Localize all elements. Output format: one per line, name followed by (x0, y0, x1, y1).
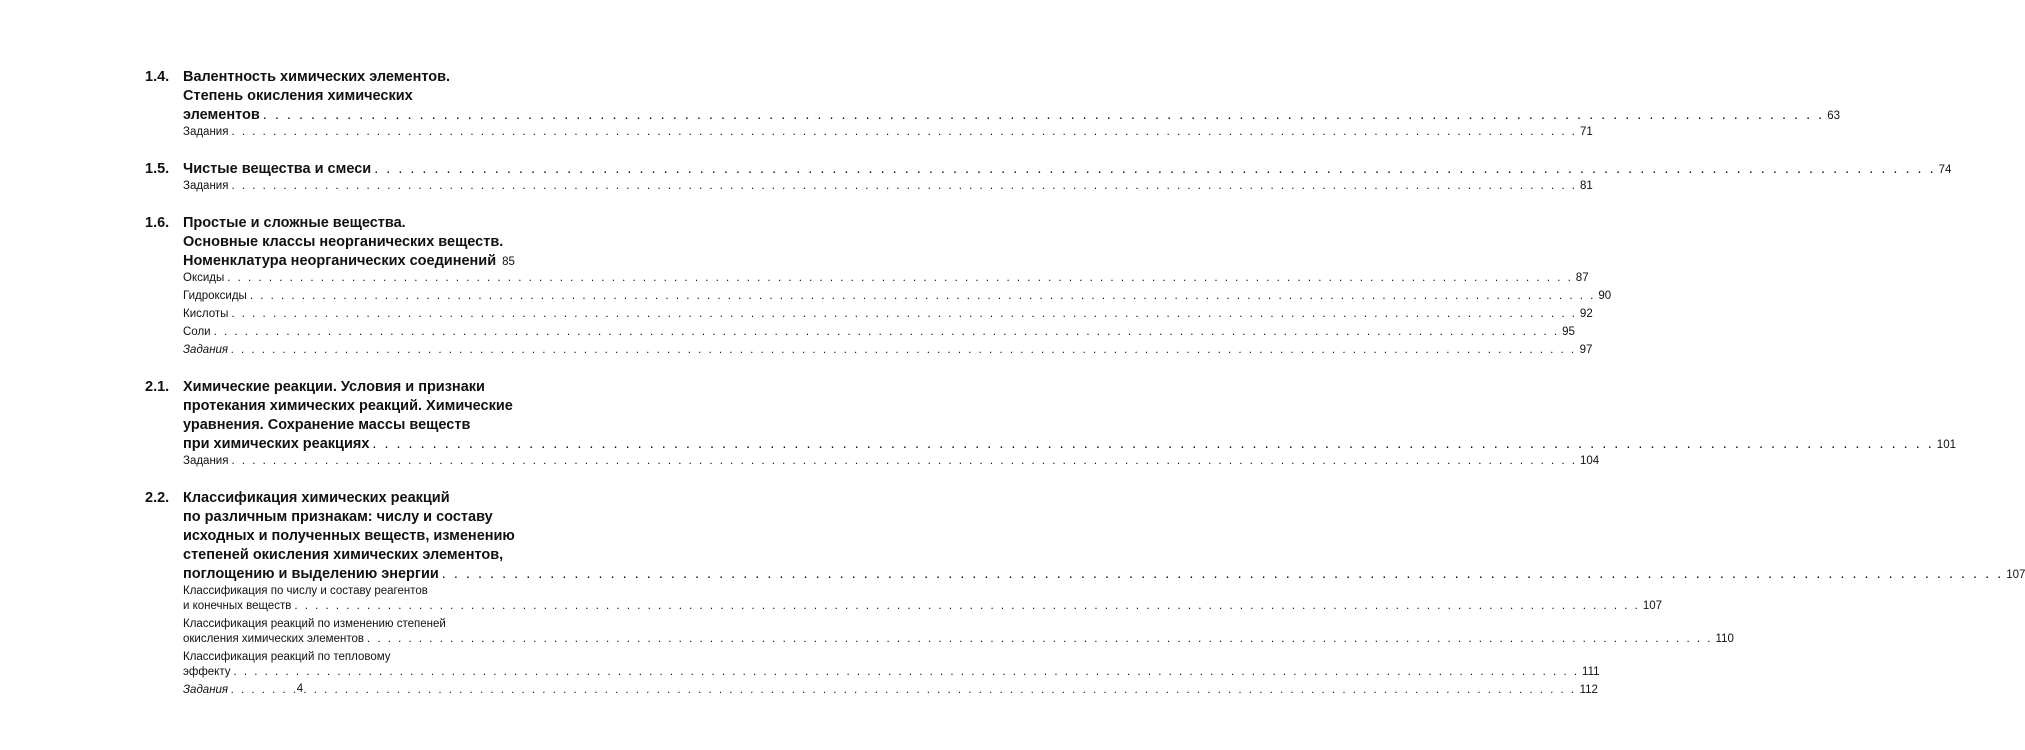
page-number: 74 (1938, 164, 1952, 176)
toc-entry[interactable] (183, 271, 1589, 289)
entry-last-line (183, 599, 1663, 617)
page-number: 71 (1579, 126, 1593, 138)
entry-text: Задания (183, 684, 229, 696)
title-last-line (183, 565, 2025, 584)
page-number: 110 (1715, 633, 1734, 645)
section-number: 2.1. (145, 379, 170, 395)
entry-text: Классификация реакций по изменению степеней (183, 618, 446, 630)
title-last-line (183, 106, 1840, 125)
toc-entry[interactable] (183, 307, 1593, 325)
dot-leader (231, 125, 1577, 140)
page-number: 90 (1598, 290, 1612, 302)
title-line: Чистые вещества и смеси (183, 161, 372, 177)
page-number: 111 (1582, 666, 1600, 678)
sub-entries (183, 454, 1600, 472)
entry-text: Кислоты (183, 308, 229, 320)
page-number: 95 (1562, 326, 1575, 338)
dot-leader (231, 307, 1577, 322)
dot-leader (250, 289, 1596, 304)
entry-text: Соли (183, 326, 211, 338)
toc-entry[interactable] (183, 343, 1593, 361)
title-line: степеней окисления химических элементов, (183, 547, 504, 563)
dot-leader (442, 565, 2003, 584)
toc-section-1-6 (145, 214, 1612, 361)
entry-text: и конечных веществ (183, 600, 292, 612)
title-line: Валентность химических элементов. (183, 69, 451, 85)
dot-leader (374, 160, 1935, 179)
entry-text: Задания (183, 180, 229, 192)
title-line: при химических реакциях (183, 436, 370, 452)
title-line: Степень окисления химических (183, 88, 413, 104)
toc-section-2-2 (145, 489, 2025, 701)
entry-text: эффекту (183, 666, 231, 678)
toc-entry[interactable] (183, 179, 1593, 197)
title-line: Химические реакции. Условия и признаки (183, 379, 485, 395)
section-title[interactable] (183, 68, 1840, 125)
entry-text: окисления химических элементов (183, 633, 364, 645)
sub-entries (183, 271, 1612, 361)
dot-leader (263, 106, 1824, 125)
page-number: 87 (1575, 272, 1589, 284)
page-number: 85 (502, 256, 515, 268)
section-title[interactable] (183, 378, 1956, 454)
title-line: уравнения. Сохранение массы веществ (183, 417, 471, 433)
toc-entry[interactable] (183, 650, 1600, 683)
dot-leader (294, 599, 1640, 614)
title-line: Номенклатура неорганических соединений (183, 253, 497, 269)
section-title[interactable] (183, 160, 1952, 179)
title-line: по различным признакам: числу и составу (183, 509, 493, 525)
dot-leader (231, 179, 1577, 194)
toc-entry[interactable] (183, 454, 1600, 472)
toc-entry[interactable] (183, 325, 1575, 343)
toc-entry[interactable] (183, 617, 1734, 650)
section-number: 1.4. (145, 69, 170, 85)
entry-text: Задания (183, 455, 229, 467)
dot-leader (372, 435, 1933, 454)
page-number: 104 (1579, 455, 1600, 467)
section-title[interactable] (183, 489, 2025, 584)
dot-leader (367, 632, 1713, 647)
section-number: 1.6. (145, 215, 170, 231)
dot-leader (231, 454, 1577, 469)
entry-text: Классификация по числу и составу реагентов (183, 585, 428, 597)
title-line: протекания химических реакций. Химические (183, 398, 513, 414)
section-number: 1.5. (145, 161, 170, 177)
toc-section-1-4 (145, 68, 1840, 143)
sub-entries (183, 125, 1593, 143)
dot-leader (234, 665, 1580, 680)
entry-last-line (183, 665, 1600, 683)
dot-leader (231, 343, 1577, 358)
table-of-contents (145, 68, 2025, 718)
title-line: элементов (183, 107, 260, 123)
title-last-line (183, 252, 515, 271)
title-last-line (183, 435, 1956, 454)
dot-leader (214, 325, 1560, 340)
page-number: 112 (1579, 684, 1598, 696)
page-number: 92 (1579, 308, 1593, 320)
title-last-line (183, 160, 1952, 179)
entry-text: Оксиды (183, 272, 225, 284)
page-number: 63 (1827, 110, 1840, 122)
entry-text: Задания (183, 126, 229, 138)
toc-entry[interactable] (183, 584, 1663, 617)
entry-text: Гидроксиды (183, 290, 247, 302)
entry-text: Задания (183, 344, 229, 356)
entry-text: Классификация реакций по тепловому (183, 651, 391, 663)
dot-leader (227, 271, 1573, 286)
page-number: 81 (1579, 180, 1593, 192)
toc-entry[interactable] (183, 125, 1593, 143)
page-number: 107 (2006, 569, 2025, 581)
toc-section-2-1 (145, 378, 1956, 472)
title-line: Классификация химических реакций (183, 490, 450, 506)
title-line: Простые и сложные вещества. (183, 215, 406, 231)
page-footer-number: 4 (296, 683, 304, 695)
title-line: исходных и полученных веществ, изменению (183, 528, 515, 544)
page-number: 97 (1579, 344, 1593, 356)
entry-last-line (183, 632, 1734, 650)
page-number: 101 (1936, 439, 1956, 451)
toc-entry[interactable] (183, 289, 1612, 307)
title-line: поглощению и выделению энергии (183, 566, 439, 582)
title-line: Основные классы неорганических веществ. (183, 234, 504, 250)
section-number: 2.2. (145, 490, 170, 506)
page-number: 107 (1642, 600, 1663, 612)
section-title[interactable] (183, 214, 515, 271)
sub-entries (183, 179, 1593, 197)
toc-section-1-5 (145, 160, 1952, 197)
